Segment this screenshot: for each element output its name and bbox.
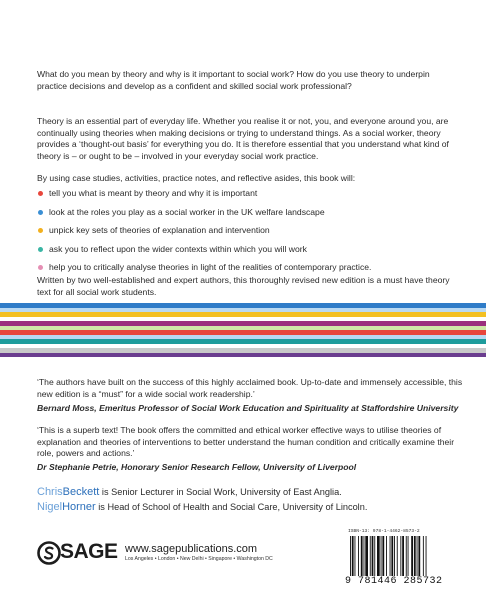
bullet-dot-icon (38, 210, 43, 215)
barcode-bar (377, 536, 380, 576)
barcode-bar (408, 536, 409, 576)
list-item: look at the roles you play as a social worker in the UK welfare landscape (37, 207, 457, 226)
barcode-bar (372, 536, 374, 576)
list-item: tell you what is meant by theory and why it is important (37, 188, 457, 207)
bullet-dot-icon (38, 247, 43, 252)
barcode-bar (352, 536, 354, 576)
book-will-paragraph: By using case studies, activities, practice notes, and reflective asides, this book will: (37, 173, 356, 183)
barcode-bar (358, 536, 359, 576)
bullet-dot-icon (38, 228, 43, 233)
barcode-bar (426, 536, 427, 576)
author-bio-text: is Senior Lecturer in Social Work, University of East Anglia. (99, 487, 342, 497)
publisher-name: SAGE (60, 540, 118, 563)
review-attribution-2: Dr Stephanie Petrie, Honorary Senior Research Fellow, University of Liverpool (37, 462, 357, 472)
barcode-bar (370, 536, 371, 576)
list-item: unpick key sets of theories of explanation and intervention (37, 225, 457, 244)
review-quote-2: ‘This is a superb text! The book offers the committed and ethical worker effective ways to utilise theories of explanation and theories of interventions to better understand the human condition and critically examine their role, powers and actions.’ (37, 425, 455, 459)
publisher-website: www.sagepublications.com (125, 543, 258, 555)
isbn-label: ISBN-13: 978-1-4462-8573-2 (348, 529, 420, 534)
barcode-bar (364, 536, 365, 576)
theory-paragraph: Theory is an essential part of everyday life. Whether you realise it or not, you, and everyone around you, are continually using theories when making decisions or trying to understand things. As a social worker, theory provides a ‘thought-out basis’ for everything you do. It is therefore essential that you understand what kind of theory is – or ought to be – involved in your everyday social work practice. (37, 116, 449, 161)
barcode-bar (390, 536, 391, 576)
barcode-bar (386, 536, 387, 576)
barcode-bar (411, 536, 413, 576)
review-quote-1: ‘The authors have built on the success of this highly acclaimed book. Up-to-date and immensely accessible, this new edition is a “must” for a wide social work readership.’ (37, 377, 463, 399)
barcode-bar (381, 536, 382, 576)
author-bio-2 (37, 501, 367, 513)
isbn-digits: 9 781446 285732 (345, 576, 443, 587)
list-item: help you to critically analyse theories in light of the realities of contemporary practice. (37, 262, 457, 281)
barcode-bar (394, 536, 395, 576)
edition-paragraph: Written by two well-established and expert authors, this thoroughly revised new edition is a must have theory text for all social work students. (37, 275, 450, 297)
review-attribution-1: Bernard Moss, Emeritus Professor of Social Work Education and Spirituality at Staffordshire University (37, 403, 459, 413)
color-stripes (0, 303, 486, 357)
barcode-bar (423, 536, 424, 576)
barcode-bar (350, 536, 351, 576)
intro-paragraph: What do you mean by theory and why is it important to social work? How do you use theory to underpin practice decisions and develop as a confident and skilled social work professional? (37, 69, 430, 91)
author-last-name: Beckett (62, 486, 100, 498)
list-item: ask you to reflect upon the wider contexts within which you will work (37, 244, 457, 263)
barcode-bar (361, 536, 363, 576)
author-first-name: Chris (37, 486, 63, 498)
barcode-bar (417, 536, 418, 576)
publisher-cities: Los Angeles • London • New Delhi • Singapore • Washington DC (125, 556, 273, 562)
barcode-bar (382, 536, 384, 576)
barcode-bar (391, 536, 393, 576)
barcode-bar (406, 536, 407, 576)
barcode-bar (414, 536, 416, 576)
author-first-name: Nigel (37, 501, 63, 513)
barcode-bar (374, 536, 375, 576)
author-bio-1 (37, 486, 342, 498)
barcode-bar (418, 536, 420, 576)
barcode-bar (365, 536, 368, 576)
bullet-dot-icon (38, 191, 43, 196)
bullet-dot-icon (38, 265, 43, 270)
author-bio-text: is Head of School of Health and Social Care, University of Lincoln. (95, 502, 368, 512)
barcode-bar (402, 536, 404, 576)
barcode-bar (355, 536, 356, 576)
sage-logo-icon (37, 541, 61, 565)
author-last-name: Horner (62, 501, 96, 513)
barcode-bar (400, 536, 401, 576)
color-stripe (0, 353, 486, 358)
feature-list (37, 188, 457, 281)
barcode-bar (397, 536, 398, 576)
